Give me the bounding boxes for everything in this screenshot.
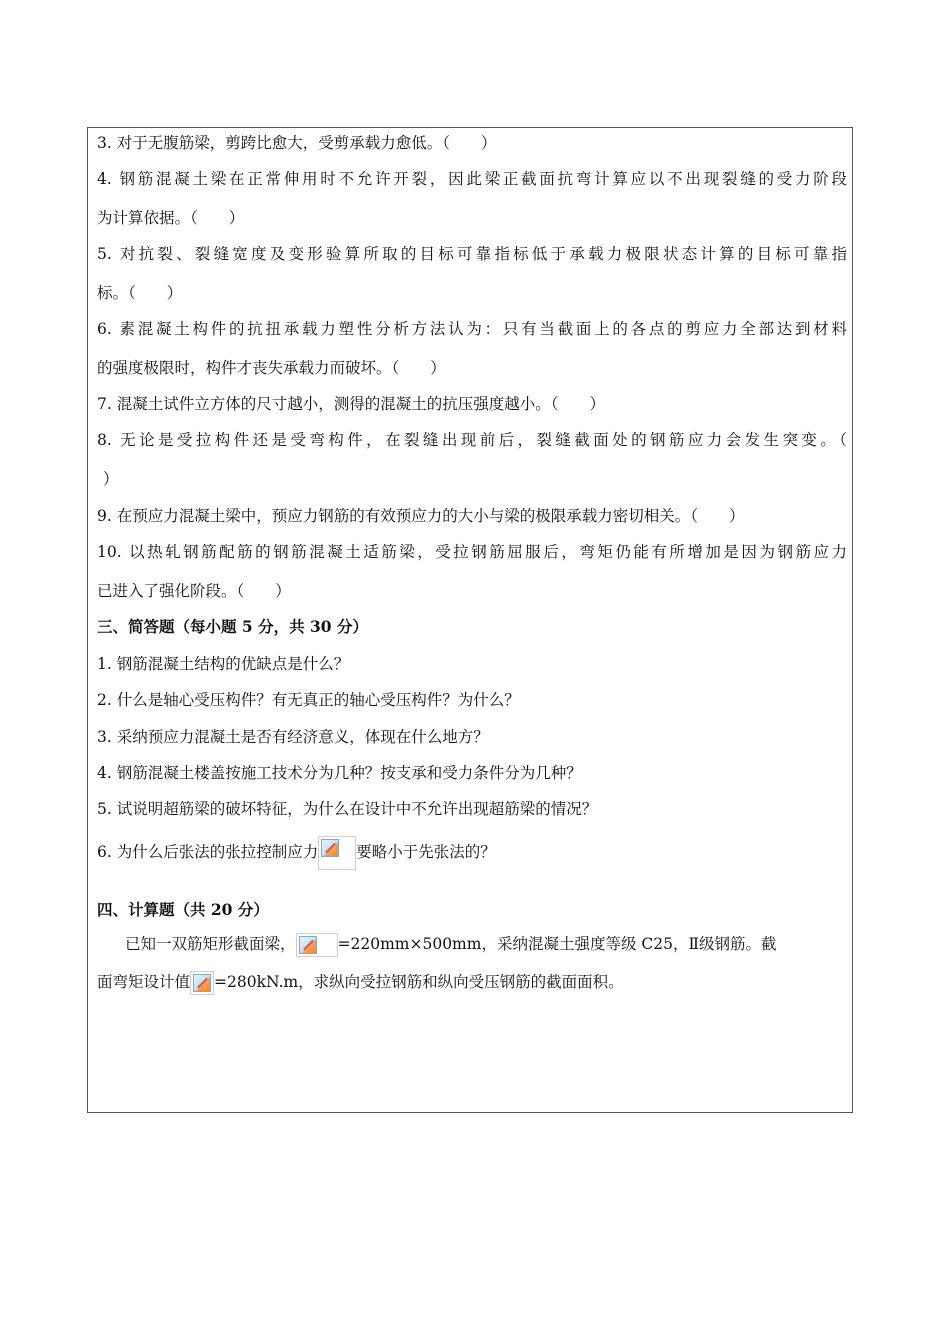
judgement-item-6-cont: 的强度极限时，构件才丧失承载力而破坏。（ ） (97, 359, 446, 377)
calc-problem-text-2: 面弯矩设计值 (97, 973, 191, 991)
calc-problem-text-2-cont: =280kN.m，求纵向受拉钢筋和纵向受压钢筋的截面面积。 (214, 973, 624, 991)
judgement-item-4-cont: 为计算依据。（ ） (97, 209, 245, 227)
judgement-item-8-cont: ） (103, 470, 119, 488)
judgement-item-10: 10. 以热轧钢筋配筋的钢筋混凝土适筋梁，受拉钢筋屈服后，弯矩仍能有所增加是因为钢筋应力 (97, 543, 847, 561)
calc-problem-text-cont: =220mm×500mm，采纳混凝土强度等级 C25，Ⅱ级钢筋。截 (337, 935, 777, 953)
short-answer-item-5: 5. 试说明超筋梁的破坏特征，为什么在设计中不允许出现超筋梁的情况？ (97, 800, 598, 818)
short-answer-item-2: 2. 什么是轴心受压构件？有无真正的轴心受压构件？为什么？ (97, 691, 520, 709)
short-answer-item-1: 1. 钢筋混凝土结构的优缺点是什么？ (97, 655, 350, 673)
short-answer-item-6-text: 6. 为什么后张法的张拉控制应力 (97, 843, 319, 861)
formula-image-icon (296, 933, 338, 957)
section-4-heading: 四、计算题（共 20 分） (97, 900, 269, 919)
calc-problem-text: 已知一双筋矩形截面梁， (125, 935, 296, 953)
judgement-item-8: 8. 无论是受拉构件还是受弯构件，在裂缝出现前后，裂缝截面处的钢筋应力会发生突变。（ (97, 431, 847, 449)
judgement-item-6: 6. 素混凝土构件的抗扭承载力塑性分析方法认为：只有当截面上的各点的剪应力全部达到材料 (97, 320, 847, 338)
judgement-item-7: 7. 混凝土试件立方体的尺寸越小，测得的混凝土的抗压强度越小。（ ） (97, 395, 605, 413)
short-answer-item-3: 3. 采纳预应力混凝土是否有经济意义，体现在什么地方？ (97, 728, 489, 746)
judgement-item-5: 5. 对抗裂、裂缝宽度及变形验算所取的目标可靠指标低于承载力极限状态计算的目标可靠指 (97, 245, 847, 263)
calc-problem-line-2 (97, 969, 847, 995)
section-3-heading: 三、简答题（每小题 5 分，共 30 分） (97, 617, 368, 636)
short-answer-item-6 (97, 836, 847, 870)
formula-image-icon (318, 836, 356, 870)
judgement-item-5-cont: 标。（ ） (97, 284, 183, 302)
judgement-item-3: 3. 对于无腹筋梁，剪跨比愈大，受剪承载力愈低。（ ） (97, 134, 497, 152)
short-answer-item-4: 4. 钢筋混凝土楼盖按施工技术分为几种？按支承和受力条件分为几种？ (97, 764, 582, 782)
judgement-item-10-cont: 已进入了强化阶段。（ ） (97, 582, 291, 600)
judgement-item-4: 4. 钢筋混凝土梁在正常伸用时不允许开裂，因此梁正截面抗弯计算应以不出现裂缝的受力阶段 (97, 170, 847, 188)
formula-image-icon (190, 971, 214, 995)
calc-problem-line-1 (125, 931, 847, 957)
judgement-item-9: 9. 在预应力混凝土梁中，预应力钢筋的有效预应力的大小与梁的极限承载力密切相关。（ ） (97, 507, 745, 525)
short-answer-item-6-text-end: 要略小于先张法的？ (356, 843, 496, 861)
